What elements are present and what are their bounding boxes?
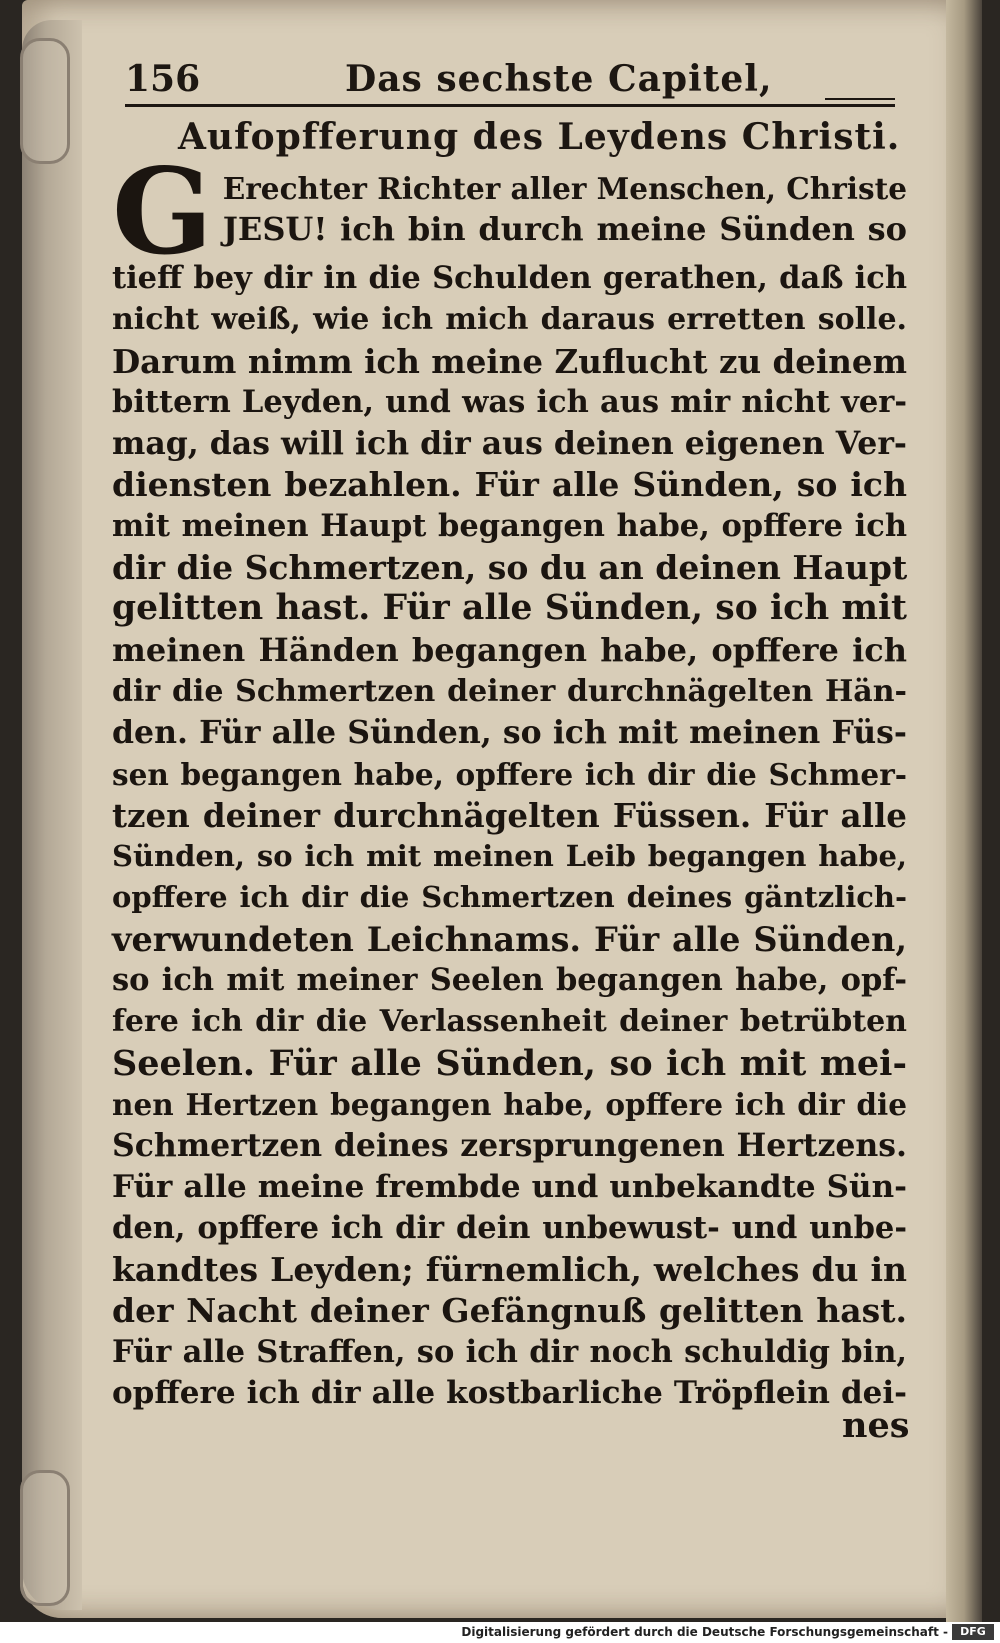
binding-clip-top	[20, 38, 70, 164]
header-rule-accent	[825, 98, 895, 100]
text-line: diensten bezahlen. Für alle Sünden, so ich	[112, 465, 907, 505]
text-line: bittern Leyden, und was ich aus mir nicht ver-	[112, 383, 907, 420]
footer-credit: Digitalisierung gefördert durch die Deutsche Forschungsgemeinschaft -	[461, 1625, 948, 1639]
text-line: fere ich dir die Verlassenheit deiner betrübten	[112, 1004, 907, 1040]
text-line: kandtes Leyden; fürnemlich, welches du in	[112, 1250, 907, 1290]
section-title: Aufopfferung des Leydens Christi.	[178, 116, 901, 158]
text-line: gelitten hast. Für alle Sünden, so ich mit	[112, 588, 907, 629]
text-line: Schmertzen deines zersprungenen Hertzens.	[112, 1127, 907, 1165]
text-line: tzen deiner durchnägelten Füssen. Für alle	[112, 795, 907, 835]
binding-clip-bottom	[20, 1470, 70, 1606]
text-line: nicht weiß, wie ich mich daraus erretten solle.	[112, 302, 907, 338]
text-line: mit meinen Haupt begangen habe, opffere ich	[112, 507, 907, 544]
text-line: JESU! ich bin durch meine Sünden so	[222, 210, 907, 249]
text-line: Darum nimm ich meine Zuflucht zu deinem	[112, 341, 907, 381]
text-line: opffere ich dir alle kostbarliche Tröpflein dei-	[112, 1375, 907, 1412]
running-head	[125, 58, 895, 108]
catchword: nes	[842, 1405, 910, 1446]
page-number: 156	[125, 58, 201, 100]
chapter-heading: Das sechste Capitel,	[345, 58, 773, 100]
text-line: tieff bey dir in die Schulden gerathen, daß ich	[112, 260, 907, 296]
text-line: Erechter Richter aller Menschen, Christe	[222, 171, 907, 206]
drop-initial: G	[112, 142, 213, 281]
text-line: Für alle Straffen, so ich dir noch schuldig bin,	[112, 1333, 907, 1370]
header-rule	[125, 104, 895, 107]
text-line: Seelen. Für alle Sünden, so ich mit mei-	[112, 1042, 907, 1084]
page-edge-left	[22, 20, 82, 1610]
page-edge-right	[946, 0, 982, 1622]
text-line: den, opffere ich dir dein unbewust- und unbe-	[112, 1209, 907, 1246]
text-line: Für alle meine frembde und unbekandte Sün-	[112, 1168, 907, 1205]
text-line: nen Hertzen begangen habe, opffere ich dir die	[112, 1086, 907, 1122]
body-text	[112, 142, 908, 1414]
dfg-logo: DFG	[952, 1624, 994, 1640]
text-line: dir die Schmertzen deiner durchnägelten Hän-	[112, 673, 907, 709]
text-line: Sünden, so ich mit meinen Leib begangen habe,	[112, 839, 907, 874]
digitization-footer	[0, 1622, 1000, 1643]
text-line: sen begangen habe, opffere ich dir die Schmer-	[112, 756, 907, 792]
text-line: dir die Schmertzen, so du an deinen Haupt	[112, 548, 908, 588]
text-line: opffere ich dir die Schmertzen deines gäntzlich-	[112, 880, 907, 915]
text-line: den. Für alle Sünden, so ich mit meinen Füs-	[112, 714, 907, 752]
text-line: so ich mit meiner Seelen begangen habe, opf-	[112, 962, 907, 999]
text-line: meinen Händen begangen habe, opffere ich	[112, 630, 907, 669]
text-line: verwundeten Leichnams. Für alle Sünden,	[112, 919, 907, 959]
text-line: der Nacht deiner Gefängnuß gelitten hast.	[112, 1291, 907, 1331]
text-line: mag, das will ich dir aus deinen eigenen Ver-	[112, 425, 907, 463]
